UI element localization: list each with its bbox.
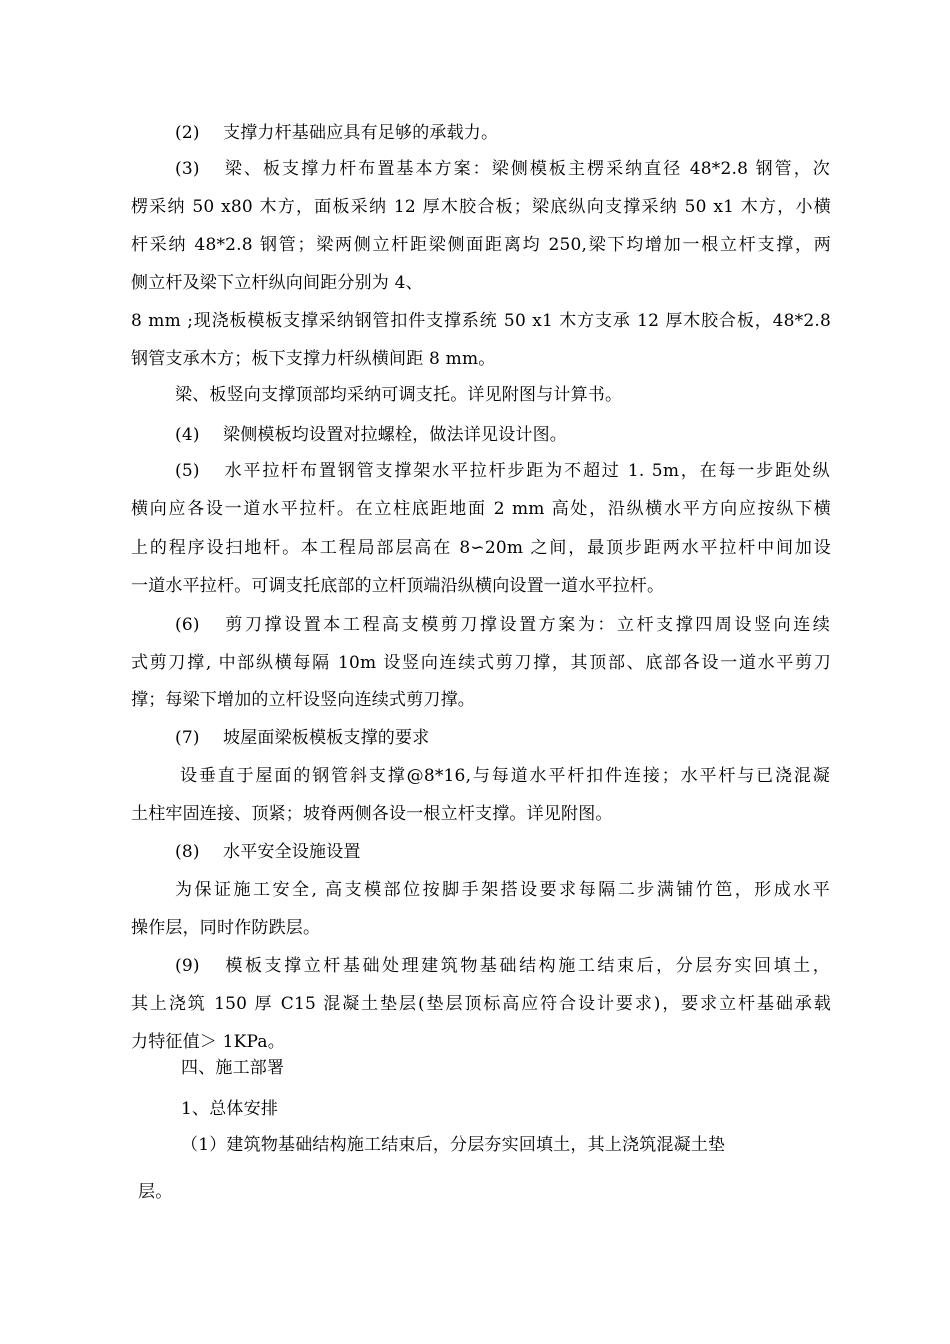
item-number: (9) [175, 956, 200, 976]
item-number: (5) [175, 461, 200, 481]
item-4-line [175, 424, 567, 446]
paragraph-line: 杆采纳 48*2.8 钢管；梁两侧立杆距梁侧面距离均 250,梁下均增加一根立杆支撑，两 [131, 235, 831, 255]
paragraph-line: 撑；每梁下增加的立杆设竖向连续式剪刀撑。 [131, 690, 475, 710]
paragraph-text: 支撑力杆基础应具有足够的承载力。 [223, 123, 499, 143]
item-number: (4) [175, 425, 200, 445]
paragraph-text: 梁侧模板均设置对拉螺栓，做法详见设计图。 [223, 425, 567, 445]
item-number: (7) [175, 728, 200, 748]
paragraph-line: 楞采纳 50 x80 木方，面板采纳 12 厚木胶合板；梁底纵向支撑采纳 50 x1 木方，小横 [131, 197, 831, 217]
paragraph-line: 操作层，同时作防跌层。 [131, 918, 321, 938]
paragraph-text: 水平拉杆布置钢管支撑架水平拉杆步距为不超过 1. 5m，在每一步距处纵 [223, 461, 830, 481]
paragraph-line: 横向应各设一道水平拉杆。在立柱底距地面 2 mm 高处，沿纵横水平方向应按纵下横 [131, 499, 831, 519]
paragraph-text: 坡屋面梁板模板支撑的要求 [223, 728, 430, 748]
paragraph-line: 侧立杆及梁下立杆纵向间距分别为 4、 [131, 273, 423, 293]
item-2-line [175, 122, 498, 144]
item-5-line [175, 460, 830, 482]
paragraph-line: 式剪刀撑, 中部纵横每隔 10m 设竖向连续式剪刀撑，其顶部、底部各设一道水平剪刀 [131, 653, 831, 673]
item-number: (3) [175, 159, 200, 179]
item-number: (2) [175, 123, 200, 143]
paragraph-line: 为保证施工安全, 高支模部位按脚手架搭设要求每隔二步满铺竹笆，形成水平 [175, 880, 830, 900]
paragraph-line: 设垂直于屋面的钢管斜支撑@8*16,与每道水平杆扣件连接；水平杆与已浇混凝 [180, 766, 830, 786]
paragraph-line: 层。 [138, 1182, 173, 1202]
paragraph-text: 剪刀撑设置本工程高支模剪刀撑设置方案为：立杆支撑四周设竖向连续 [223, 615, 830, 635]
paragraph-text: 梁、板支撑力杆布置基本方案：梁侧模板主楞采纳直径 48*2.8 钢管，次 [223, 159, 830, 179]
paragraph-line: 8 mm ;现浇板模板支撑采纳钢管扣件支撑系统 50 x1 木方支承 12 厚木胶合板，48*2.8 [131, 311, 831, 331]
paragraph-line: （1）建筑物基础结构施工结束后，分层夯实回填土，其上浇筑混凝土垫 [181, 1135, 726, 1155]
item-3-line [175, 158, 830, 180]
paragraph-line: 钢管支承木方；板下支撑力杆纵横间距 8 mm。 [131, 349, 496, 369]
item-number: (8) [175, 842, 200, 862]
paragraph-line: 上的程序设扫地杆。本工程局部层高在 8∽20m 之间，最顶步距两水平拉杆中间加设 [131, 538, 831, 558]
item-9-line [175, 955, 830, 977]
paragraph-line: 其上浇筑 150 厚 C15 混凝土垫层(垫层顶标高应符合设计要求)，要求立杆基础承载 [131, 994, 831, 1014]
item-8-line [175, 841, 361, 863]
section-heading: 四、施工部署 [181, 1058, 285, 1078]
paragraph-line: 土柱牢固连接、顶紧；坡脊两侧各设一根立杆支撑。详见附图。 [131, 804, 613, 824]
paragraph-line: 梁、板竖向支撑顶部均采纳可调支托。详见附图与计算书。 [175, 385, 623, 405]
item-number: (6) [175, 615, 200, 635]
item-7-line [175, 727, 429, 749]
subsection-heading: 1、总体安排 [181, 1099, 279, 1119]
paragraph-text: 模板支撑立杆基础处理建筑物基础结构施工结束后，分层夯实回填土， [223, 956, 830, 976]
paragraph-text: 水平安全设施设置 [223, 842, 361, 862]
paragraph-line: 一道水平拉杆。可调支托底部的立杆顶端沿纵横向设置一道水平拉杆。 [131, 576, 665, 596]
paragraph-line: 力特征值＞ 1KPa。 [131, 1032, 285, 1052]
item-6-line [175, 614, 830, 636]
